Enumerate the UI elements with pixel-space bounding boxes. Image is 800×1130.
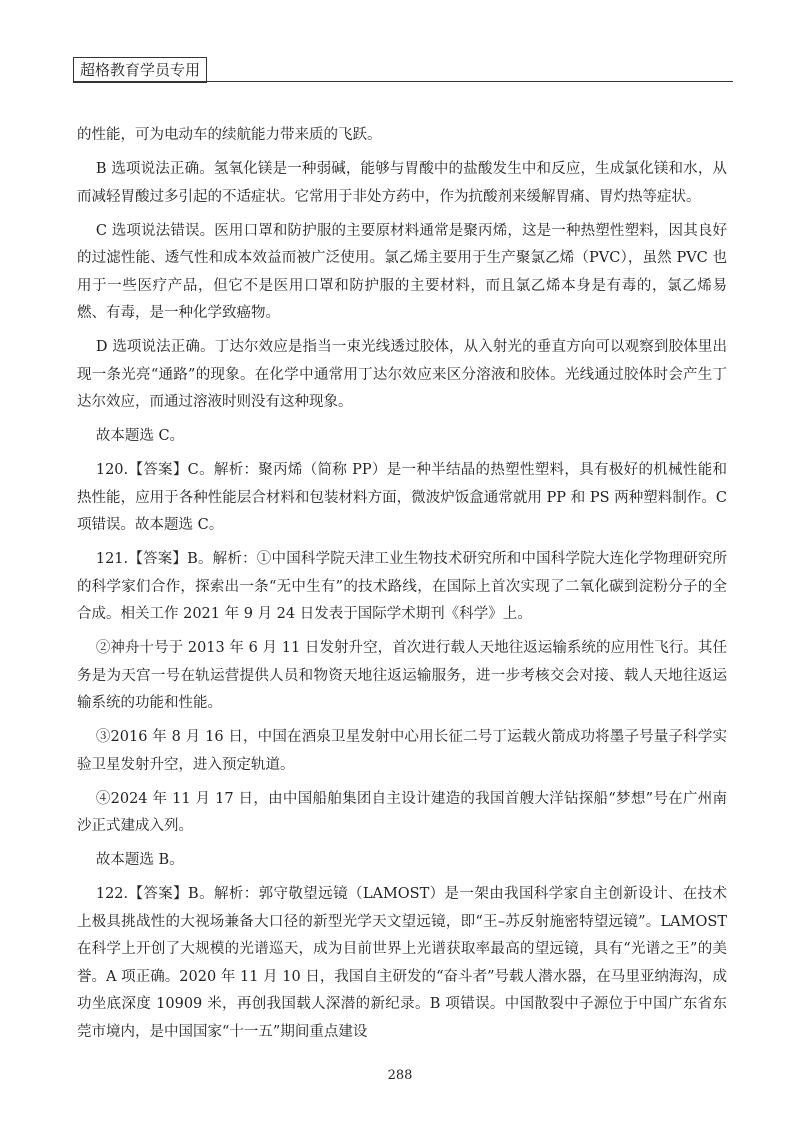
paragraph: 的性能，可为电动车的续航能力带来质的飞跃。	[77, 127, 382, 143]
paragraph: 122.【答案】B。解析：郭守敬望远镜（LAMOST）是一架由我国科学家自主创新设计、在技术上极具挑战性的大视场兼备大口径的新型光学天文望远镜，即“王–苏反射施密特望远镜”。LAMOST 在科学上开创了大规模的光谱巡天，成为目前世界上光谱获取率最高的望远镜，具有“光谱之王”的美誉。A 项正确。2020 年 11 月 10 日，我国自主研发的“奋斗者”号载人潜水器，在马里亚纳海沟，成功坐底深度 10909 米，再创我国载人深潜的新纪录。B 项错误。中国散裂中子源位于中国广东省东莞市境内，是中国国家“十一五”期间重点建设	[77, 886, 727, 1040]
header-divider	[73, 81, 733, 82]
paragraph: ④2024 年 11 月 17 日，由中国船舶集团自主设计建造的我国首艘大洋钻探船“梦想”号在广州南沙正式建成入列。	[77, 790, 727, 834]
paragraph: 120.【答案】C。解析：聚丙烯（简称 PP）是一种半结晶的热塑性塑料，具有极好的机械性能和热性能，应用于各种性能层合材料和包装材料方面，微波炉饭盒通常就用 PP 和 PS 两种塑料制作。C 项错误。故本题选 C。	[77, 462, 727, 533]
document-body	[77, 122, 727, 1053]
paragraph: D 选项说法正确。丁达尔效应是指当一束光线透过胶体，从入射光的垂直方向可以观察到胶体里出现一条光亮“通路”的现象。在化学中通常用丁达尔效应来区分溶液和胶体。光线通过胶体时会产生丁达尔效应，而通过溶液时则没有这种现象。	[77, 339, 727, 410]
paragraph: C 选项说法错误。医用口罩和防护服的主要原材料通常是聚丙烯，这是一种热塑性塑料，因其良好的过滤性能、透气性和成本效益而被广泛使用。氯乙烯主要用于生产聚氯乙烯（PVC），虽然 PVC 也用于一些医疗产品，但它不是医用口罩和防护服的主要材料，而且氯乙烯本身是有毒的，氯乙烯易燃、有毒，是一种化学致癌物。	[77, 222, 727, 321]
page-number: 288	[387, 1068, 413, 1083]
paragraph: 故本题选 B。	[95, 852, 184, 868]
paragraph: ③2016 年 8 月 16 日，中国在酒泉卫星发射中心用长征二号丁运载火箭成功将墨子号量子科学实验卫星发射升空，进入预定轨道。	[77, 729, 727, 773]
paragraph: 121.【答案】B。解析：①中国科学院天津工业生物技术研究所和中国科学院大连化学物理研究所的科学家们合作，探索出一条“无中生有”的技术路线，在国际上首次实现了二氧化碳到淀粉分子的全合成。相关工作 2021 年 9 月 24 日发表于国际学术期刊《科学》上。	[77, 551, 727, 622]
header-label: 超格教育学员专用	[73, 57, 207, 83]
paragraph: ②神舟十号于 2013 年 6 月 11 日发射升空，首次进行载人天地往返运输系统的应用性飞行。其任务是为天宫一号在轨运营提供人员和物资天地往返运输服务，进一步考核交会对接、载人天地往返运输系统的功能和性能。	[77, 640, 727, 711]
paragraph: B 选项说法正确。氢氧化镁是一种弱碱，能够与胃酸中的盐酸发生中和反应，生成氯化镁和水，从而减轻胃酸过多引起的不适症状。它常用于非处方药中，作为抗酸剂来缓解胃痛、胃灼热等症状。	[77, 161, 727, 205]
paragraph: 故本题选 C。	[95, 428, 185, 444]
